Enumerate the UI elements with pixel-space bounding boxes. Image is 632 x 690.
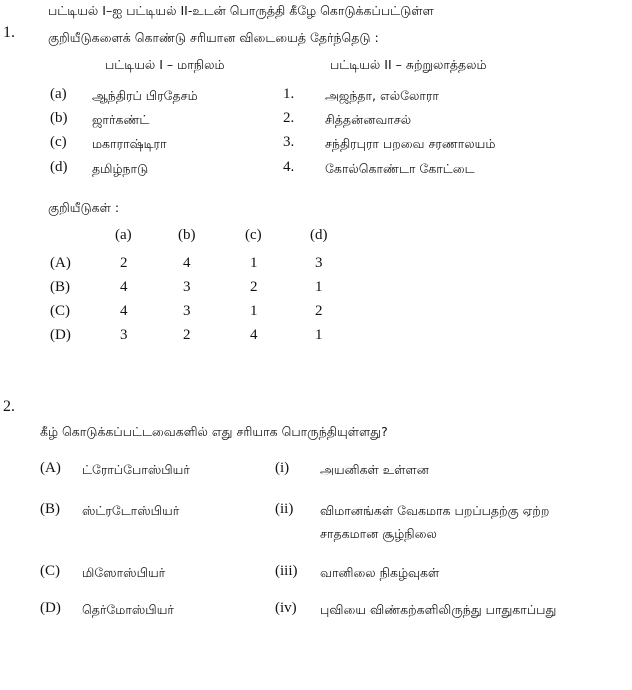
list1-item-text: மகாராஷ்டிரா (92, 136, 167, 151)
code-value: 3 (183, 279, 191, 295)
list2-item-text: கோல்கொண்டா கோட்டை (325, 161, 475, 176)
codes-column-header: (d) (310, 227, 328, 243)
match-text: புவியை விண்கற்களிலிருந்து பாதுகாப்பது (320, 602, 557, 617)
option-term: ஸ்ட்ரடோஸ்பியர் (82, 503, 180, 518)
match-text: வானிலை நிகழ்வுகள் (320, 565, 440, 580)
list1-item-label: (d) (50, 159, 68, 175)
code-value: 1 (250, 255, 258, 271)
code-value: 4 (120, 279, 128, 295)
code-option-label: (C) (50, 303, 70, 319)
option-label: (B) (40, 501, 60, 517)
list1-item-label: (c) (50, 134, 67, 150)
list1-item-text: ஆந்திரப் பிரதேசம் (92, 88, 198, 103)
code-value: 3 (315, 255, 323, 271)
list2-item-label: 2. (283, 110, 295, 126)
list2-item-text: அஜந்தா, எல்லோரா (325, 88, 439, 103)
match-text: விமானங்கள் வேகமாக பறப்பதற்கு ஏற்ற (320, 503, 550, 518)
list2-item-label: 4. (283, 159, 295, 175)
question-2-text: கீழ் கொடுக்கப்பட்டவைகளில் எது சரியாக பொருந்தியுள்ளது? (40, 424, 388, 439)
list1-item-label: (b) (50, 110, 68, 126)
question-2-number: 2. (3, 398, 15, 415)
code-value: 2 (315, 303, 323, 319)
list2-item-label: 1. (283, 86, 295, 102)
code-option-label: (D) (50, 327, 71, 343)
code-value: 4 (183, 255, 191, 271)
option-label: (D) (40, 600, 61, 616)
code-value: 3 (120, 327, 128, 343)
list2-header: பட்டியல் II – சுற்றுலாத்தலம் (330, 57, 487, 72)
list1-item-text: தமிழ்நாடு (92, 161, 149, 176)
match-label: (ii) (275, 501, 294, 517)
code-value: 3 (183, 303, 191, 319)
list2-item-label: 3. (283, 134, 295, 150)
list2-item-text: சந்திரபுரா பறவை சரணாலயம் (325, 136, 496, 151)
question-1-number: 1. (3, 24, 15, 41)
code-value: 2 (183, 327, 191, 343)
list1-item-label: (a) (50, 86, 67, 102)
match-text-continued: சாதகமான சூழ்நிலை (320, 526, 437, 541)
code-value: 1 (315, 279, 323, 295)
codes-column-header: (c) (245, 227, 262, 243)
option-term: ட்ரோப்போஸ்பியர் (82, 462, 190, 477)
code-value: 4 (250, 327, 258, 343)
option-label: (C) (40, 563, 60, 579)
list1-item-text: ஜார்கண்ட் (92, 112, 150, 127)
codes-label: குறியீடுகள் : (48, 200, 120, 215)
code-value: 4 (120, 303, 128, 319)
code-option-label: (A) (50, 255, 71, 271)
code-value: 2 (250, 279, 258, 295)
code-value: 2 (120, 255, 128, 271)
option-term: தெர்மோஸ்பியர் (82, 602, 174, 617)
list1-header: பட்டியல் I – மாநிலம் (105, 57, 225, 72)
codes-column-header: (b) (178, 227, 196, 243)
match-label: (iv) (275, 600, 297, 616)
option-term: மிஸோஸ்பியர் (82, 565, 166, 580)
list2-item-text: சித்தன்னவாசல் (325, 112, 412, 127)
question-1-line2: குறியீடுகளைக் கொண்டு சரியான விடையைத் தேர்ந்தெடு : (48, 30, 379, 45)
code-option-label: (B) (50, 279, 70, 295)
code-value: 1 (250, 303, 258, 319)
match-label: (iii) (275, 563, 298, 579)
match-text: அயனிகள் உள்ளன (320, 462, 429, 477)
option-label: (A) (40, 460, 61, 476)
codes-column-header: (a) (115, 227, 132, 243)
code-value: 1 (315, 327, 323, 343)
question-1-line1: பட்டியல் I–ஐ பட்டியல் II-உடன் பொருத்தி கீழே கொடுக்கப்பட்டுள்ள (48, 3, 434, 18)
match-label: (i) (275, 460, 290, 476)
